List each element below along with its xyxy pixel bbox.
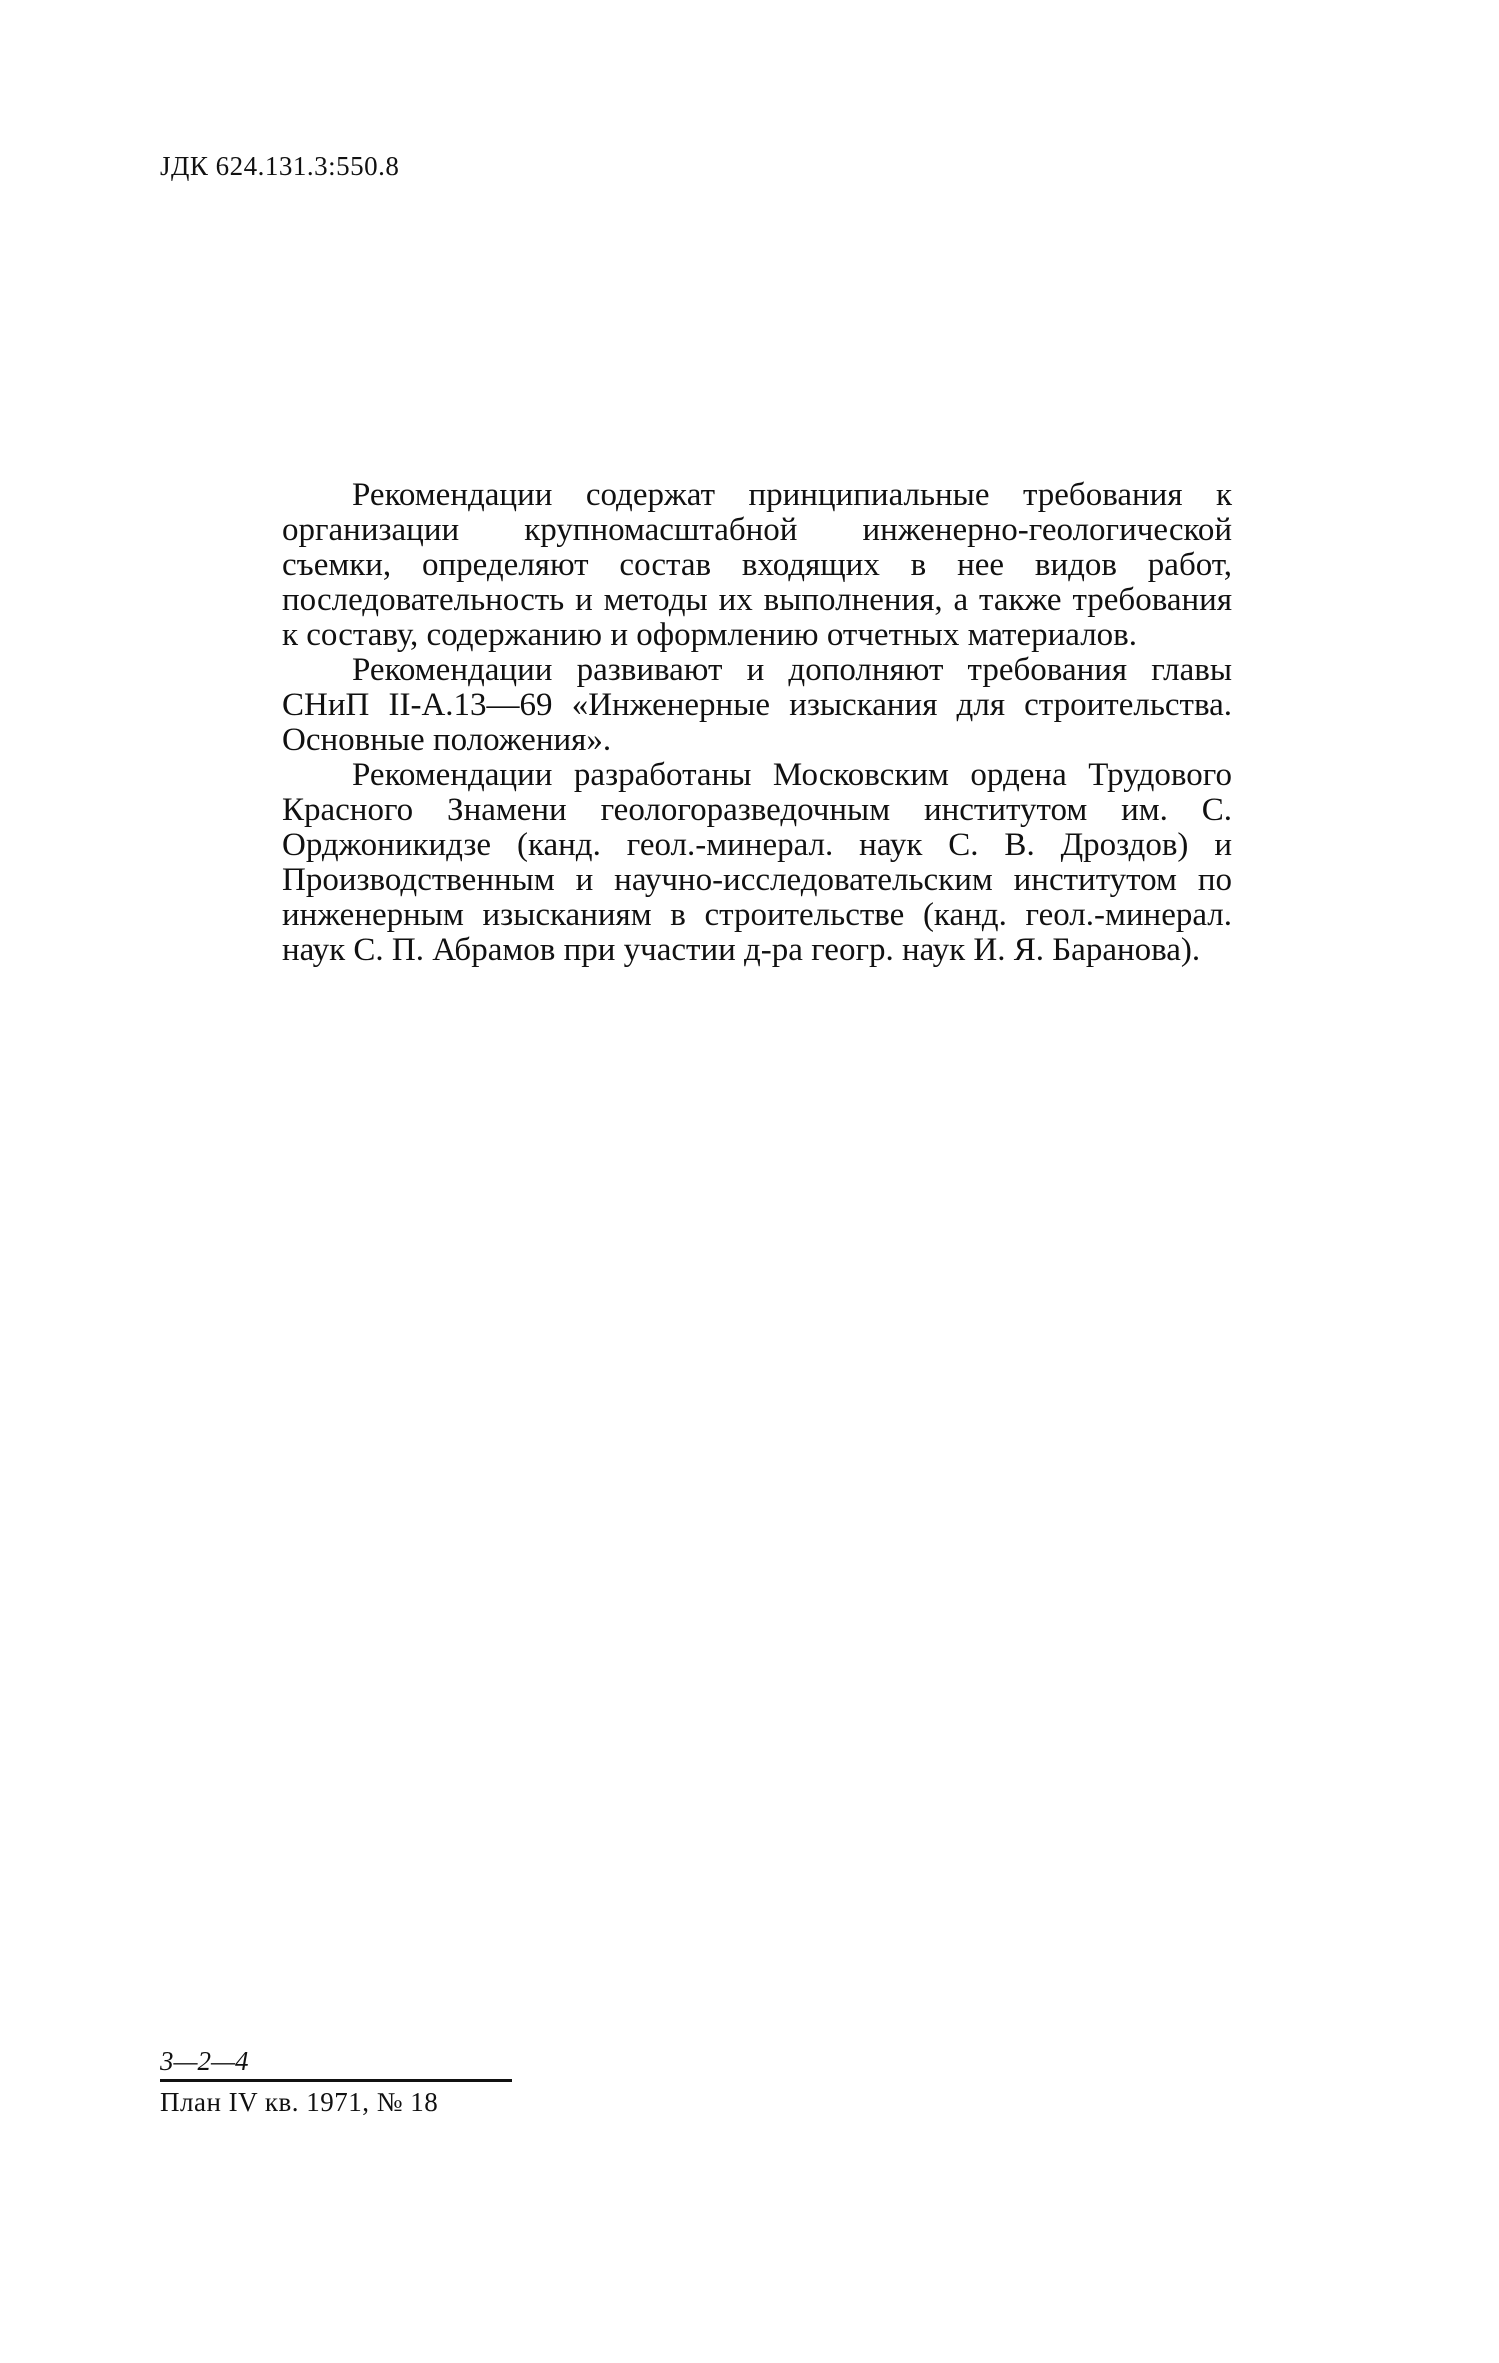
paragraph-snip-reference: Рекомендации развивают и дополняют требования главы СНиП II-А.13—69 «Инженерные изыскания для строительства. Основные положения». [282, 652, 1232, 758]
paragraph-requirements: Рекомендации содержат принципиальные требования к организации крупномасштабной инженерно-геологической съемки, определяют состав входящих в нее видов работ, последовательность и методы их выполнения, а также требования к составу, содержанию и оформлению отчетных материалов. [282, 477, 1232, 653]
footer-divider [160, 2079, 512, 2082]
abstract-text [282, 478, 1232, 968]
udk-classification: ЈДК 624.131.3:550.8 [160, 151, 400, 181]
publication-footer [160, 2045, 512, 2118]
index-code: 3—2—4 [160, 2046, 249, 2076]
paragraph-authors: Рекомендации разработаны Московским ордена Трудового Красного Знамени геологоразведочным институтом им. С. Орджоникидзе (канд. геол.-минерал. наук С. В. Дроздов) и Производственным и научно-исследовательским институтом по инженерным изысканиям в строительстве (канд. геол.-минерал. наук С. П. Абрамов при участии д-ра геогр. наук И. Я. Баранова). [282, 757, 1232, 968]
publication-plan: План IV кв. 1971, № 18 [160, 2087, 439, 2117]
